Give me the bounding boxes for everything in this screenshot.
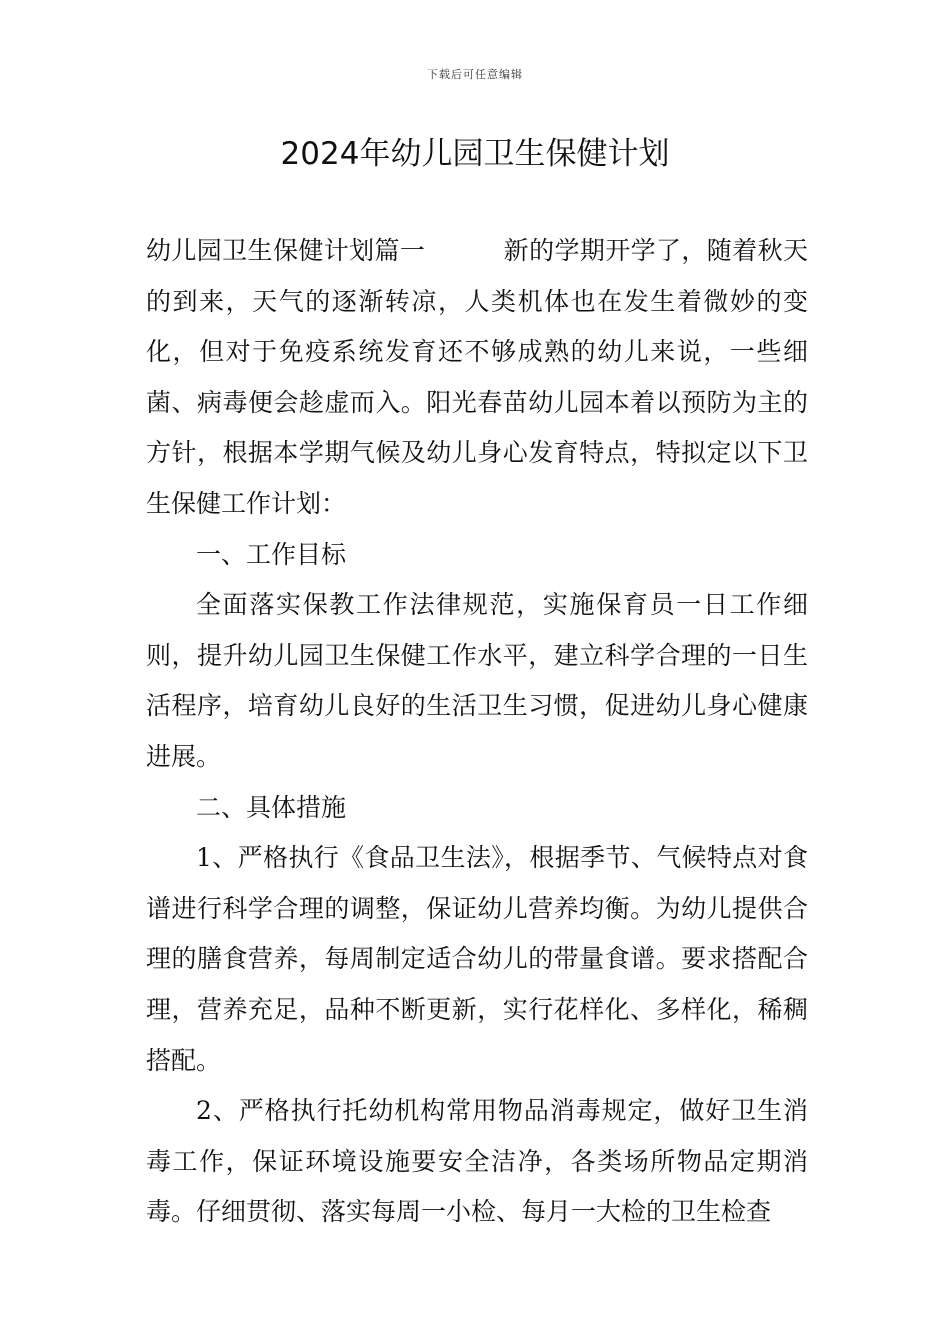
header-note: 下载后可任意编辑 — [427, 68, 523, 81]
section-1-paragraph: 全面落实保教工作法律规范，实施保育员一日工作细则，提升幼儿园卫生保健工作水平，建立科学合理的一日生活程序，培育幼儿良好的生活卫生习惯，促进幼儿身心健康进展。 — [146, 590, 808, 771]
section-1-heading: 一、工作目标 — [196, 539, 347, 569]
document-body — [146, 226, 808, 1238]
intro-label: 幼儿园卫生保健计划篇一 — [146, 236, 426, 265]
intro-text: 新的学期开学了，随着秋天的到来，天气的逐渐转凉，人类机体也在发生着微妙的变化，但对于免疫系统发育还不够成熟的幼儿来说，一些细菌、病毒便会趁虚而入。阳光春苗幼儿园本着以预防为主的方针，根据本学期气候及幼儿身心发育特点，特拟定以下卫生保健工作计划： — [146, 236, 808, 518]
document-title: 2024年幼儿园卫生保健计划 — [280, 136, 670, 172]
measure-item-2: 2、严格执行托幼机构常用物品消毒规定，做好卫生消毒工作，保证环境设施要安全洁净，各类场所物品定期消毒。仔细贯彻、落实每周一小检、每月一大检的卫生检查 — [146, 1096, 808, 1227]
section-2-heading: 二、具体措施 — [196, 792, 347, 822]
measure-item-1: 1、严格执行《食品卫生法》，根据季节、气候特点对食谱进行科学合理的调整，保证幼儿营养均衡。为幼儿提供合理的膳食营养，每周制定适合幼儿的带量食谱。要求搭配合理，营养充足，品种不断更新，实行花样化、多样化，稀稠搭配。 — [146, 843, 808, 1075]
intro-paragraph — [146, 226, 808, 530]
